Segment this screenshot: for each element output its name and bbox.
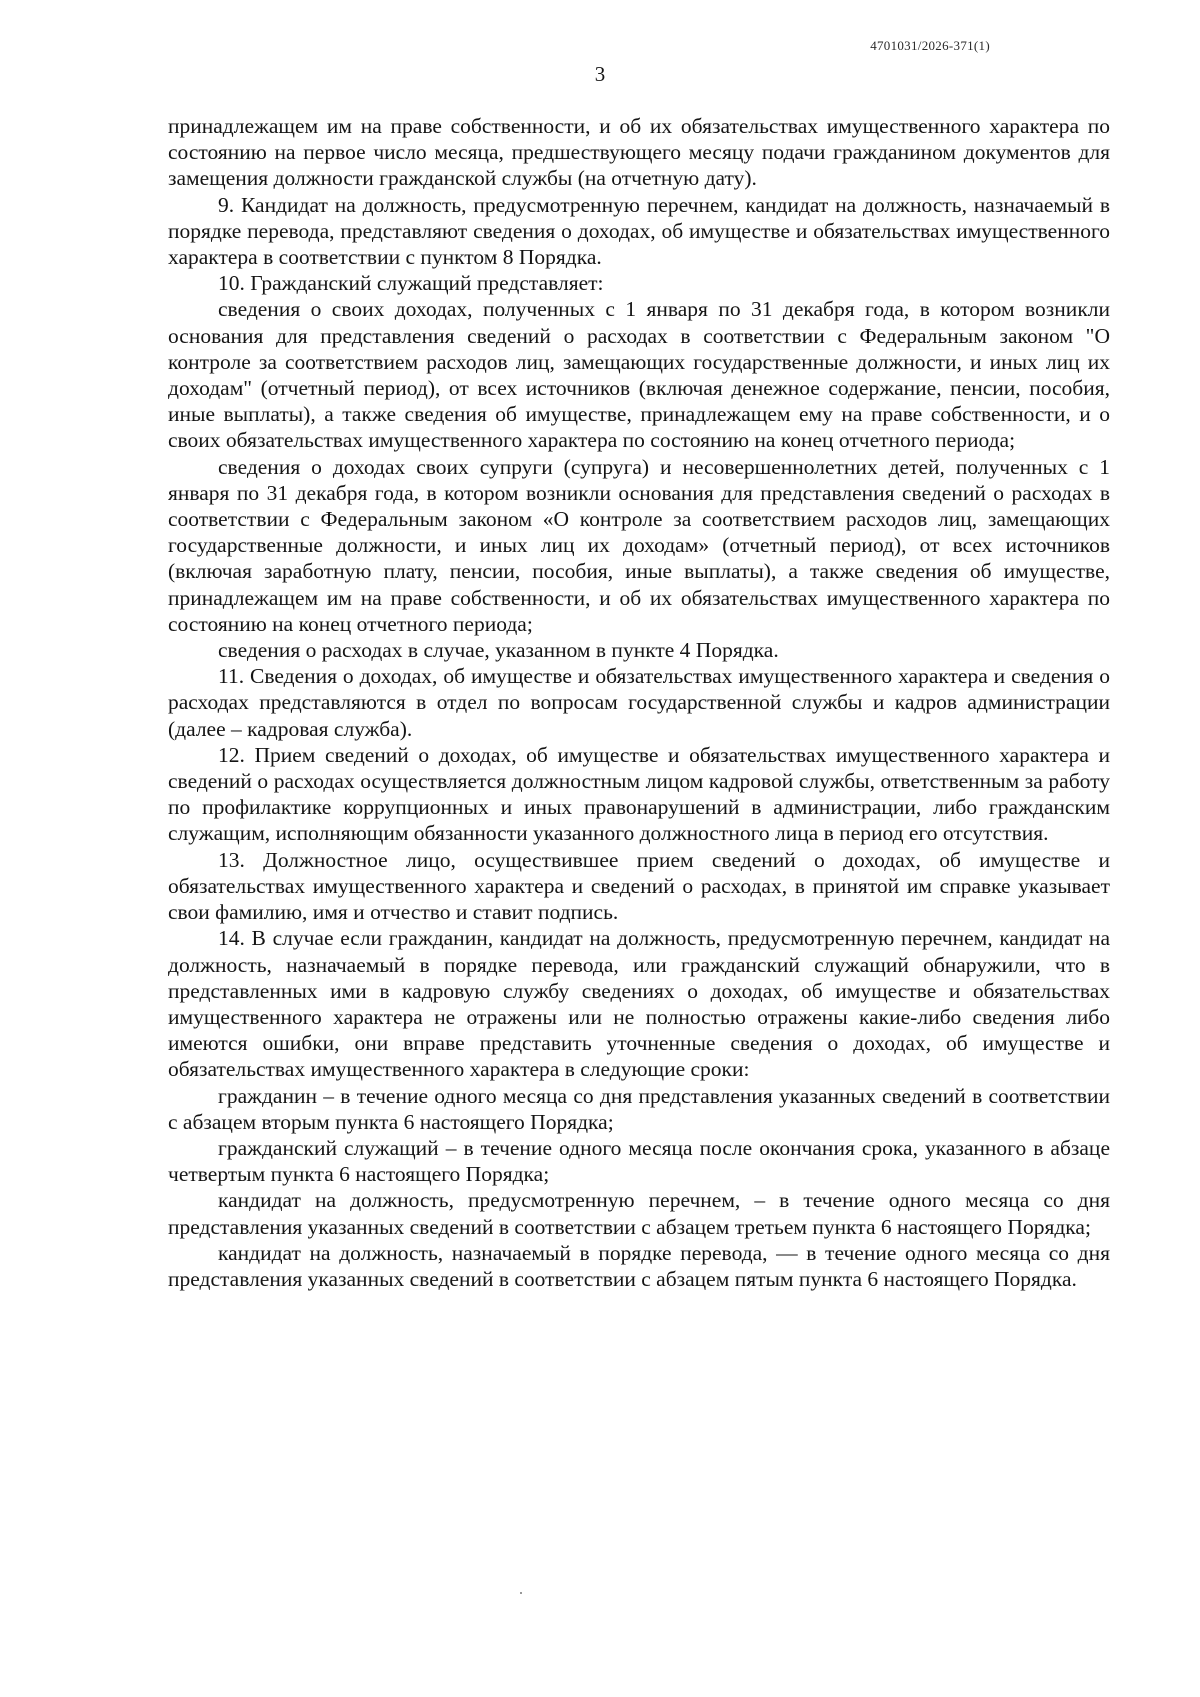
paragraph-item-10: 10. Гражданский служащий представляет: [218, 271, 604, 296]
paragraph-item-13: 13. Должностное лицо, осуществившее прием сведений о доходах, об имуществе и обязательствах имущественного характера и сведений о расходах, в принятой им справке указывает свои фамилию, имя и отчество и ставит подпись. [168, 847, 1110, 925]
page-number: 3 [594, 62, 606, 86]
paragraph-item-12: 12. Прием сведений о доходах, об имуществе и обязательствах имущественного характера и сведений о расходах осуществляется должностным лицом кадровой службы, ответственным за работу по профилактике коррупционных и иных правонарушений в администрации, либо гражданским служащим, исполняющим обязанности указанного должностного лица в период его отсутствия. [168, 742, 1110, 846]
paragraph-deadline-civil-servant: гражданский служащий – в течение одного месяца после окончания срока, указанного в абзаце четвертым пункта 6 настоящего Порядка; [168, 1135, 1110, 1187]
paragraph-deadline-candidate-list: кандидат на должность, предусмотренную перечнем, – в течение одного месяца со дня представления указанных сведений в соответствии с абзацем третьем пункта 6 настоящего Порядка; [168, 1188, 1110, 1239]
paragraph-item-14: 14. В случае если гражданин, кандидат на должность, предусмотренную перечнем, кандидат на должность, назначаемый в порядке перевода, или гражданский служащий обнаружили, что в представленных ими в кадровую службу сведениях о доходах, об имуществе и обязательствах имущественного характера не отражены или не полностью отражены какие-либо сведения либо имеются ошибки, они вправе представить уточненные сведения о доходах, об имуществе и обязательствах имущественного характера в следующие сроки: [168, 926, 1110, 1082]
paragraph-item-11: 11. Сведения о доходах, об имуществе и обязательствах имущественного характера и сведения о расходах представляются в отдел по вопросам государственной службы и кадров администрации (далее – кадровая служба). [168, 664, 1110, 741]
document-registration-number: 4701031/2026-371(1) [870, 38, 990, 53]
paragraph-item-9: 9. Кандидат на должность, предусмотренную перечнем, кандидат на должность, назначаемый в порядке перевода, представляют сведения о доходах, об имуществе и обязательствах имущественного характера в соответствии с пунктом 8 Порядка. [168, 192, 1110, 270]
paragraph-deadline-candidate-transfer: кандидат на должность, назначаемый в порядке перевода, — в течение одного месяца со дня представления указанных сведений в соответствии с абзацем пятым пункта 6 настоящего Порядка. [168, 1240, 1110, 1291]
paragraph-expenses: сведения о расходах в случае, указанном в пункте 4 Порядка. [218, 638, 779, 663]
paragraph-deadline-citizen: гражданин – в течение одного месяца со дня представления указанных сведений в соответствии с абзацем вторым пункта 6 настоящего Порядка; [168, 1083, 1110, 1134]
paragraph-own-income: сведения о своих доходах, полученных с 1 января по 31 декабря года, в котором возникли основания для представления сведений о расходах в соответствии с Федеральным законом "О контроле за соответствием расходов лиц, замещающих государственные должности, и иных лиц их доходам" (отчетный период), от всех источников (включая денежное содержание, пенсии, пособия, иные выплаты), а также сведения об имуществе, принадлежащем ему на праве собственности, и о своих обязательствах имущественного характера по состоянию на конец отчетного периода; [168, 297, 1110, 453]
paragraph-continuation: принадлежащем им на праве собственности, и об их обязательствах имущественного характера по состоянию на первое число месяца, предшествующего месяцу подачи гражданином документов для замещения должности гражданской службы (на отчетную дату). [168, 114, 1110, 191]
document-body [168, 113, 1110, 1292]
paragraph-family-income: сведения о доходах своих супруги (супруга) и несовершеннолетних детей, полученных с 1 января по 31 декабря года, в котором возникли основания для представления сведений о расходах в соответствии с Федеральным законом «О контроле за соответствием расходов лиц, замещающих государственные должности, и иных лиц их доходам» (отчетный период), от всех источников (включая заработную плату, пенсии, пособия, иные выплаты), а также сведения об имуществе, принадлежащем им на праве собственности, и об их обязательствах имущественного характера по состоянию на конец отчетного периода; [168, 454, 1110, 636]
scan-speck [520, 1592, 522, 1594]
